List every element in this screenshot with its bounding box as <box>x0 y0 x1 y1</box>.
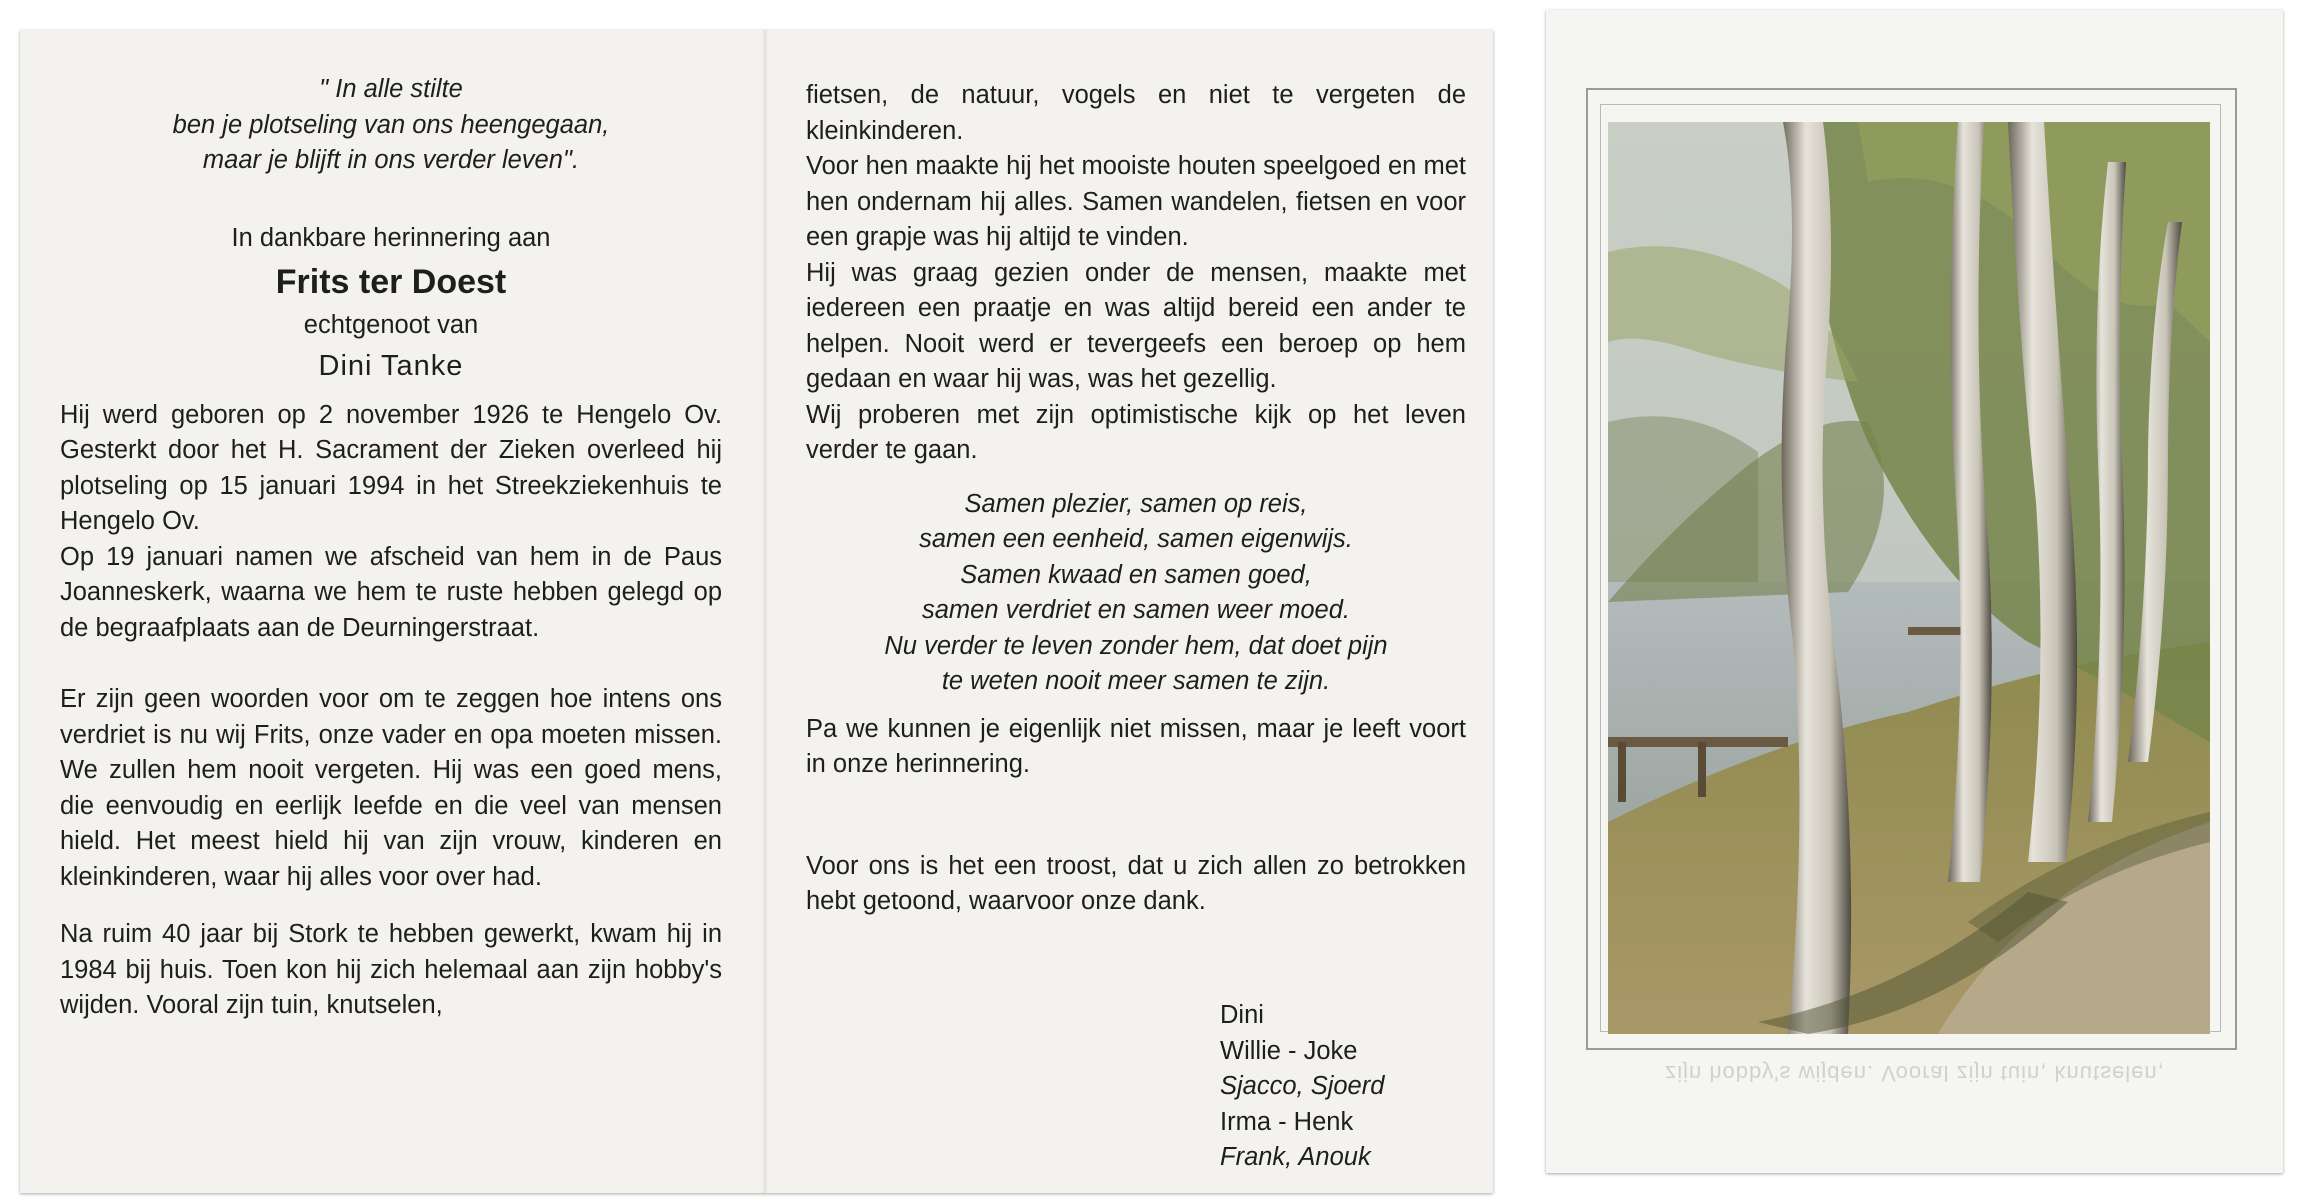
signature-line: Dini <box>1220 1001 1264 1029</box>
right-page <box>806 78 1466 920</box>
family-signatures <box>1220 998 1384 1176</box>
biography-paragraph: Hij werd geboren op 2 november 1926 te Hengelo Ov. Gesterkt door het H. Sacrament der Zieken overleed hij plotseling op 15 januari 1994 in het Streekziekenhuis te Hengelo Ov. <box>60 400 722 535</box>
memory-paragraph: Pa we kunnen je eigenlijk niet missen, maar je leeft voort in onze herinnering. <box>806 714 1466 778</box>
quote-line: " In alle stilte <box>319 75 463 103</box>
poem-line: Samen kwaad en samen goed, <box>960 560 1312 589</box>
poem-line: Samen plezier, samen op reis, <box>964 489 1308 518</box>
memorial-card-open <box>20 30 1493 1193</box>
deceased-name: Frits ter Doest <box>275 263 507 301</box>
poem <box>806 487 1466 700</box>
character-paragraph: Er zijn geen woorden voor om te zeggen hoe intens ons verdriet is nu wij Frits, onze vader en opa moeten missen. We zullen hem nooit vergeten. Hij was een goed mens, die eenvoudig en eerlijk leefde en die veel van mensen hield. Het meest hield hij van zijn vrouw, kinderen en kleinkinderen, waar hij alles voor over had. <box>60 685 722 891</box>
poem-line: samen een eenheid, samen eigenwijs. <box>919 525 1353 553</box>
poem-line: te weten nooit meer samen te zijn. <box>941 667 1331 695</box>
optimism-paragraph: Wij proberen met zijn optimistische kijk op het leven verder te gaan. <box>806 400 1466 464</box>
card-fold <box>762 30 768 1193</box>
signature-line: Willie - Joke <box>1220 1036 1358 1065</box>
grandchildren-paragraph: Voor hen maakte hij het mooiste houten speelgoed en met hen ondernam hij alles. Samen wandelen, fietsen en voor een grapje was hij altijd te vinden. <box>806 152 1466 251</box>
retirement-paragraph: Na ruim 40 jaar bij Stork te hebben gewerkt, kwam hij in 1984 bij huis. Toen kon hij zich helemaal aan zijn hobby's wijden. Vooral zijn tuin, knutselen, <box>60 920 722 1019</box>
signature-line: Frank, Anouk <box>1220 1143 1371 1171</box>
thanks-paragraph: Voor ons is het een troost, dat u zich allen zo betrokken hebt getoond, waarvoor onze dank. <box>806 851 1466 915</box>
signature-line: Irma - Henk <box>1220 1107 1354 1136</box>
poem-line: Nu verder te leven zonder hem, dat doet pijn <box>884 631 1388 660</box>
opening-quote <box>60 72 722 179</box>
show-through-text: zijn hobby's wijden. Vooral zijn tuin, knutselen, <box>1665 1061 2165 1086</box>
spouse-name: Dini Tanke <box>318 349 464 382</box>
intro-line: In dankbare herinnering aan <box>231 223 551 252</box>
left-page <box>60 72 722 1024</box>
photo-card-front <box>1546 10 2283 1173</box>
birch-trees-lake-photo <box>1608 122 2210 1034</box>
hobbies-paragraph: fietsen, de natuur, vogels en niet te vergeten de kleinkinderen. <box>806 81 1466 145</box>
social-paragraph: Hij was graag gezien onder de mensen, maakte met iedereen een praatje en was altijd bereid een ander te helpen. Nooit werd er tevergeefs een beroep op hem gedaan en waar hij was, was het gezellig. <box>806 258 1466 393</box>
quote-line: maar je blijft in ons verder leven". <box>202 146 580 174</box>
quote-line: ben je plotseling van ons heengegaan, <box>172 110 610 139</box>
poem-line: samen verdriet en samen weer moed. <box>921 596 1351 624</box>
relation-line: echtgenoot van <box>303 311 479 339</box>
signature-line: Sjacco, Sjoerd <box>1220 1072 1385 1100</box>
funeral-paragraph: Op 19 januari namen we afscheid van hem in de Paus Joanneskerk, waarna we hem te ruste hebben gelegd op de begraafplaats aan de Deurningerstraat. <box>60 542 722 642</box>
